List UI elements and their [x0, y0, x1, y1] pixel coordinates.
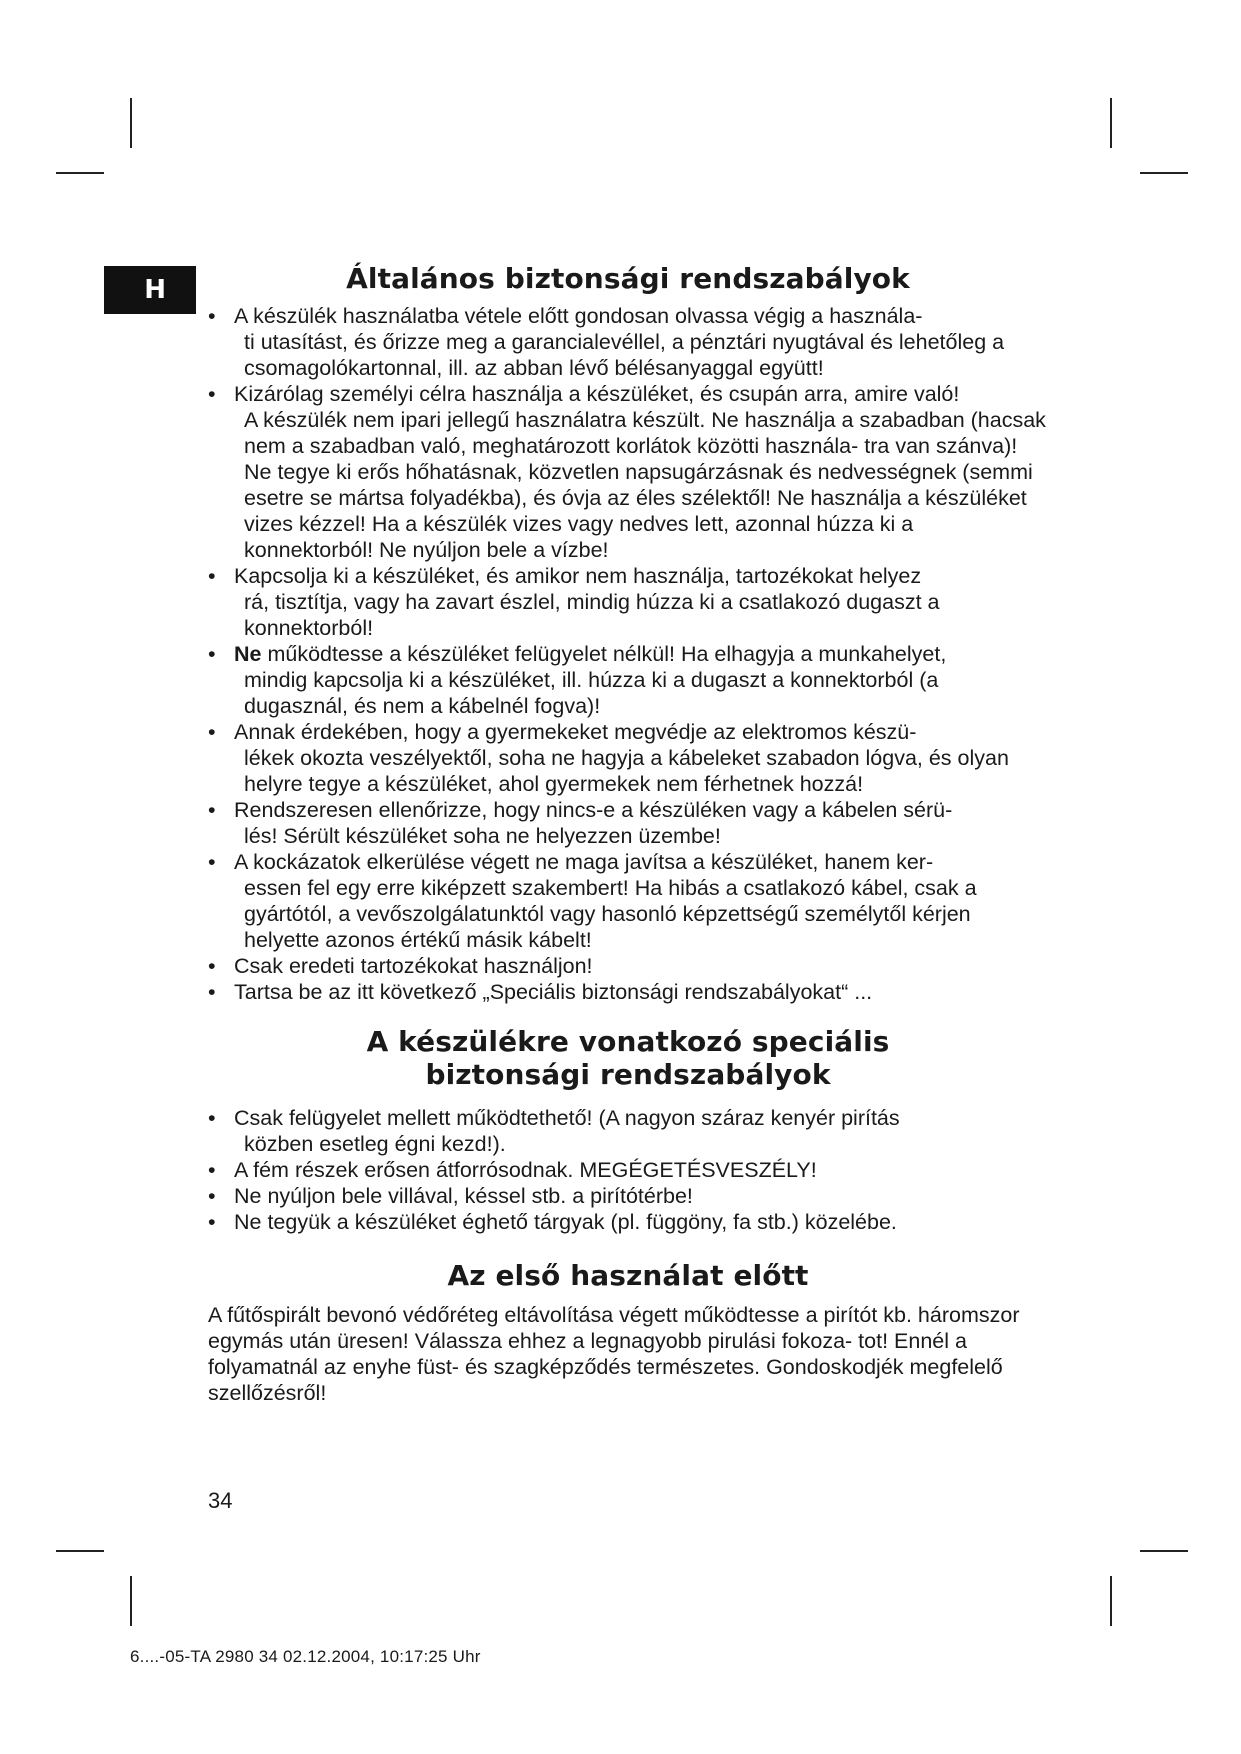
emphasis-ne: Ne: [234, 642, 262, 666]
list-item: • Rendszeresen ellenőrizze, hogy nincs-e a készüléken vagy a kábelen sérü- lés! Sérült készüléket soha ne helyezzen üzembe!: [208, 798, 953, 848]
first-use-paragraph: A fűtőspirált bevonó védőréteg eltávolítása végett működtesse a pirítót kb. háromszor egymás után üresen! Válassza ehhez a legnagyobb pirulási fokoza- tot! Ennél a folyamatnál az enyhe füst- és szagképződés természetes. Gondoskodjék megfelelő szellőzésről!: [208, 1303, 1020, 1405]
crop-mark-bottom-right-horizontal: [1140, 1550, 1188, 1552]
crop-mark-bottom-left-horizontal: [56, 1550, 104, 1552]
list-item: • Csak eredeti tartozékokat használjon!: [208, 954, 593, 978]
list-item: • Ne nyúljon bele villával, késsel stb. a pirítótérbe!: [208, 1184, 693, 1208]
crop-mark-bottom-left-vertical: [130, 1576, 132, 1626]
list-item: • Tartsa be az itt következő „Speciális biztonsági rendszabályokat“ ...: [208, 980, 873, 1004]
crop-mark-bottom-right-vertical: [1110, 1576, 1112, 1626]
page-content: [208, 262, 1048, 1406]
crop-mark-top-left-vertical: [130, 98, 132, 148]
list-item: • A fém részek erősen átforrósodnak. MEGÉGETÉSVESZÉLY!: [208, 1158, 817, 1182]
special-safety-list: [208, 1105, 1048, 1235]
print-footer: 6....-05-TA 2980 34 02.12.2004, 10:17:25 Uhr: [130, 1647, 481, 1666]
list-item: • Kapcsolja ki a készüléket, és amikor nem használja, tartozékokat helyez rá, tisztítja, vagy ha zavart észlel, mindig húzza ki a csatlakozó dugaszt a konnektorból!: [208, 564, 940, 640]
list-item: • Csak felügyelet mellett működtethető! (A nagyon száraz kenyér pirítás közben esetleg égni kezd!).: [208, 1106, 900, 1156]
language-tab: H: [104, 266, 196, 314]
section-title-special-safety: A készülékre vonatkozó speciális biztonsági rendszabályok: [366, 1025, 890, 1091]
section-title-first-use: Az első használat előtt: [447, 1259, 809, 1292]
list-item: • Kizárólag személyi célra használja a készüléket, és csupán arra, amire való! A készülék nem ipari jellegű használatra készült. Ne használja a szabadban (hacsak nem a szabadban való, meghatározott korlátok közötti használa- tra van szánva)! Ne tegye ki erős hőhatásnak, közvetlen napsugárzásnak és nedvességnek (semmi esetre se mártsa folyadékba), és óvja az éles szélektől! Ne használja a készüléket vizes kézzel! Ha a készülék vizes vagy nedves lett, azonnal húzza ki a konnektorból! Ne nyúljon bele a vízbe!: [208, 382, 1046, 562]
crop-mark-top-right-horizontal: [1140, 172, 1188, 174]
list-item: • Annak érdekében, hogy a gyermekeket megvédje az elektromos készü- lékek okozta veszélyektől, soha ne hagyja a kábeleket szabadon lógva, és olyan helyre tegye a készüléket, ahol gyermekek nem férhetnek hozzá!: [208, 720, 1009, 796]
section-title-general-safety: Általános biztonsági rendszabályok: [346, 262, 910, 295]
crop-mark-top-left-horizontal: [56, 172, 104, 174]
list-item: • A kockázatok elkerülése végett ne maga javítsa a készüléket, hanem ker- essen fel egy erre kiképzett szakembert! Ha hibás a csatlakozó kábel, csak a gyártótól, a vevőszolgálatunktól vagy hasonló képzettségű személytől kérjen helyette azonos értékű másik kábelt!: [208, 850, 977, 952]
general-safety-list: [208, 303, 1048, 1005]
crop-mark-top-right-vertical: [1110, 98, 1112, 148]
list-item: • Ne tegyük a készüléket éghető tárgyak (pl. függöny, fa stb.) közelébe.: [208, 1210, 897, 1234]
page-number: 34: [208, 1488, 233, 1513]
list-item: • A készülék használatba vétele előtt gondosan olvassa végig a használa- ti utasítást, és őrizze meg a garancialevéllel, a pénztári nyugtával és lehetőleg a csomagolókartonnal, ill. az abban lévő bélésanyaggal együtt!: [208, 304, 1005, 380]
list-item: • Ne működtesse a készüléket felügyelet nélkül! Ha elhagyja a munkahelyet, mindig kapcsolja ki a készüléket, ill. húzza ki a dugaszt a konnektorból (a dugasznál, és nem a kábelnél fogva)!: [208, 642, 947, 718]
